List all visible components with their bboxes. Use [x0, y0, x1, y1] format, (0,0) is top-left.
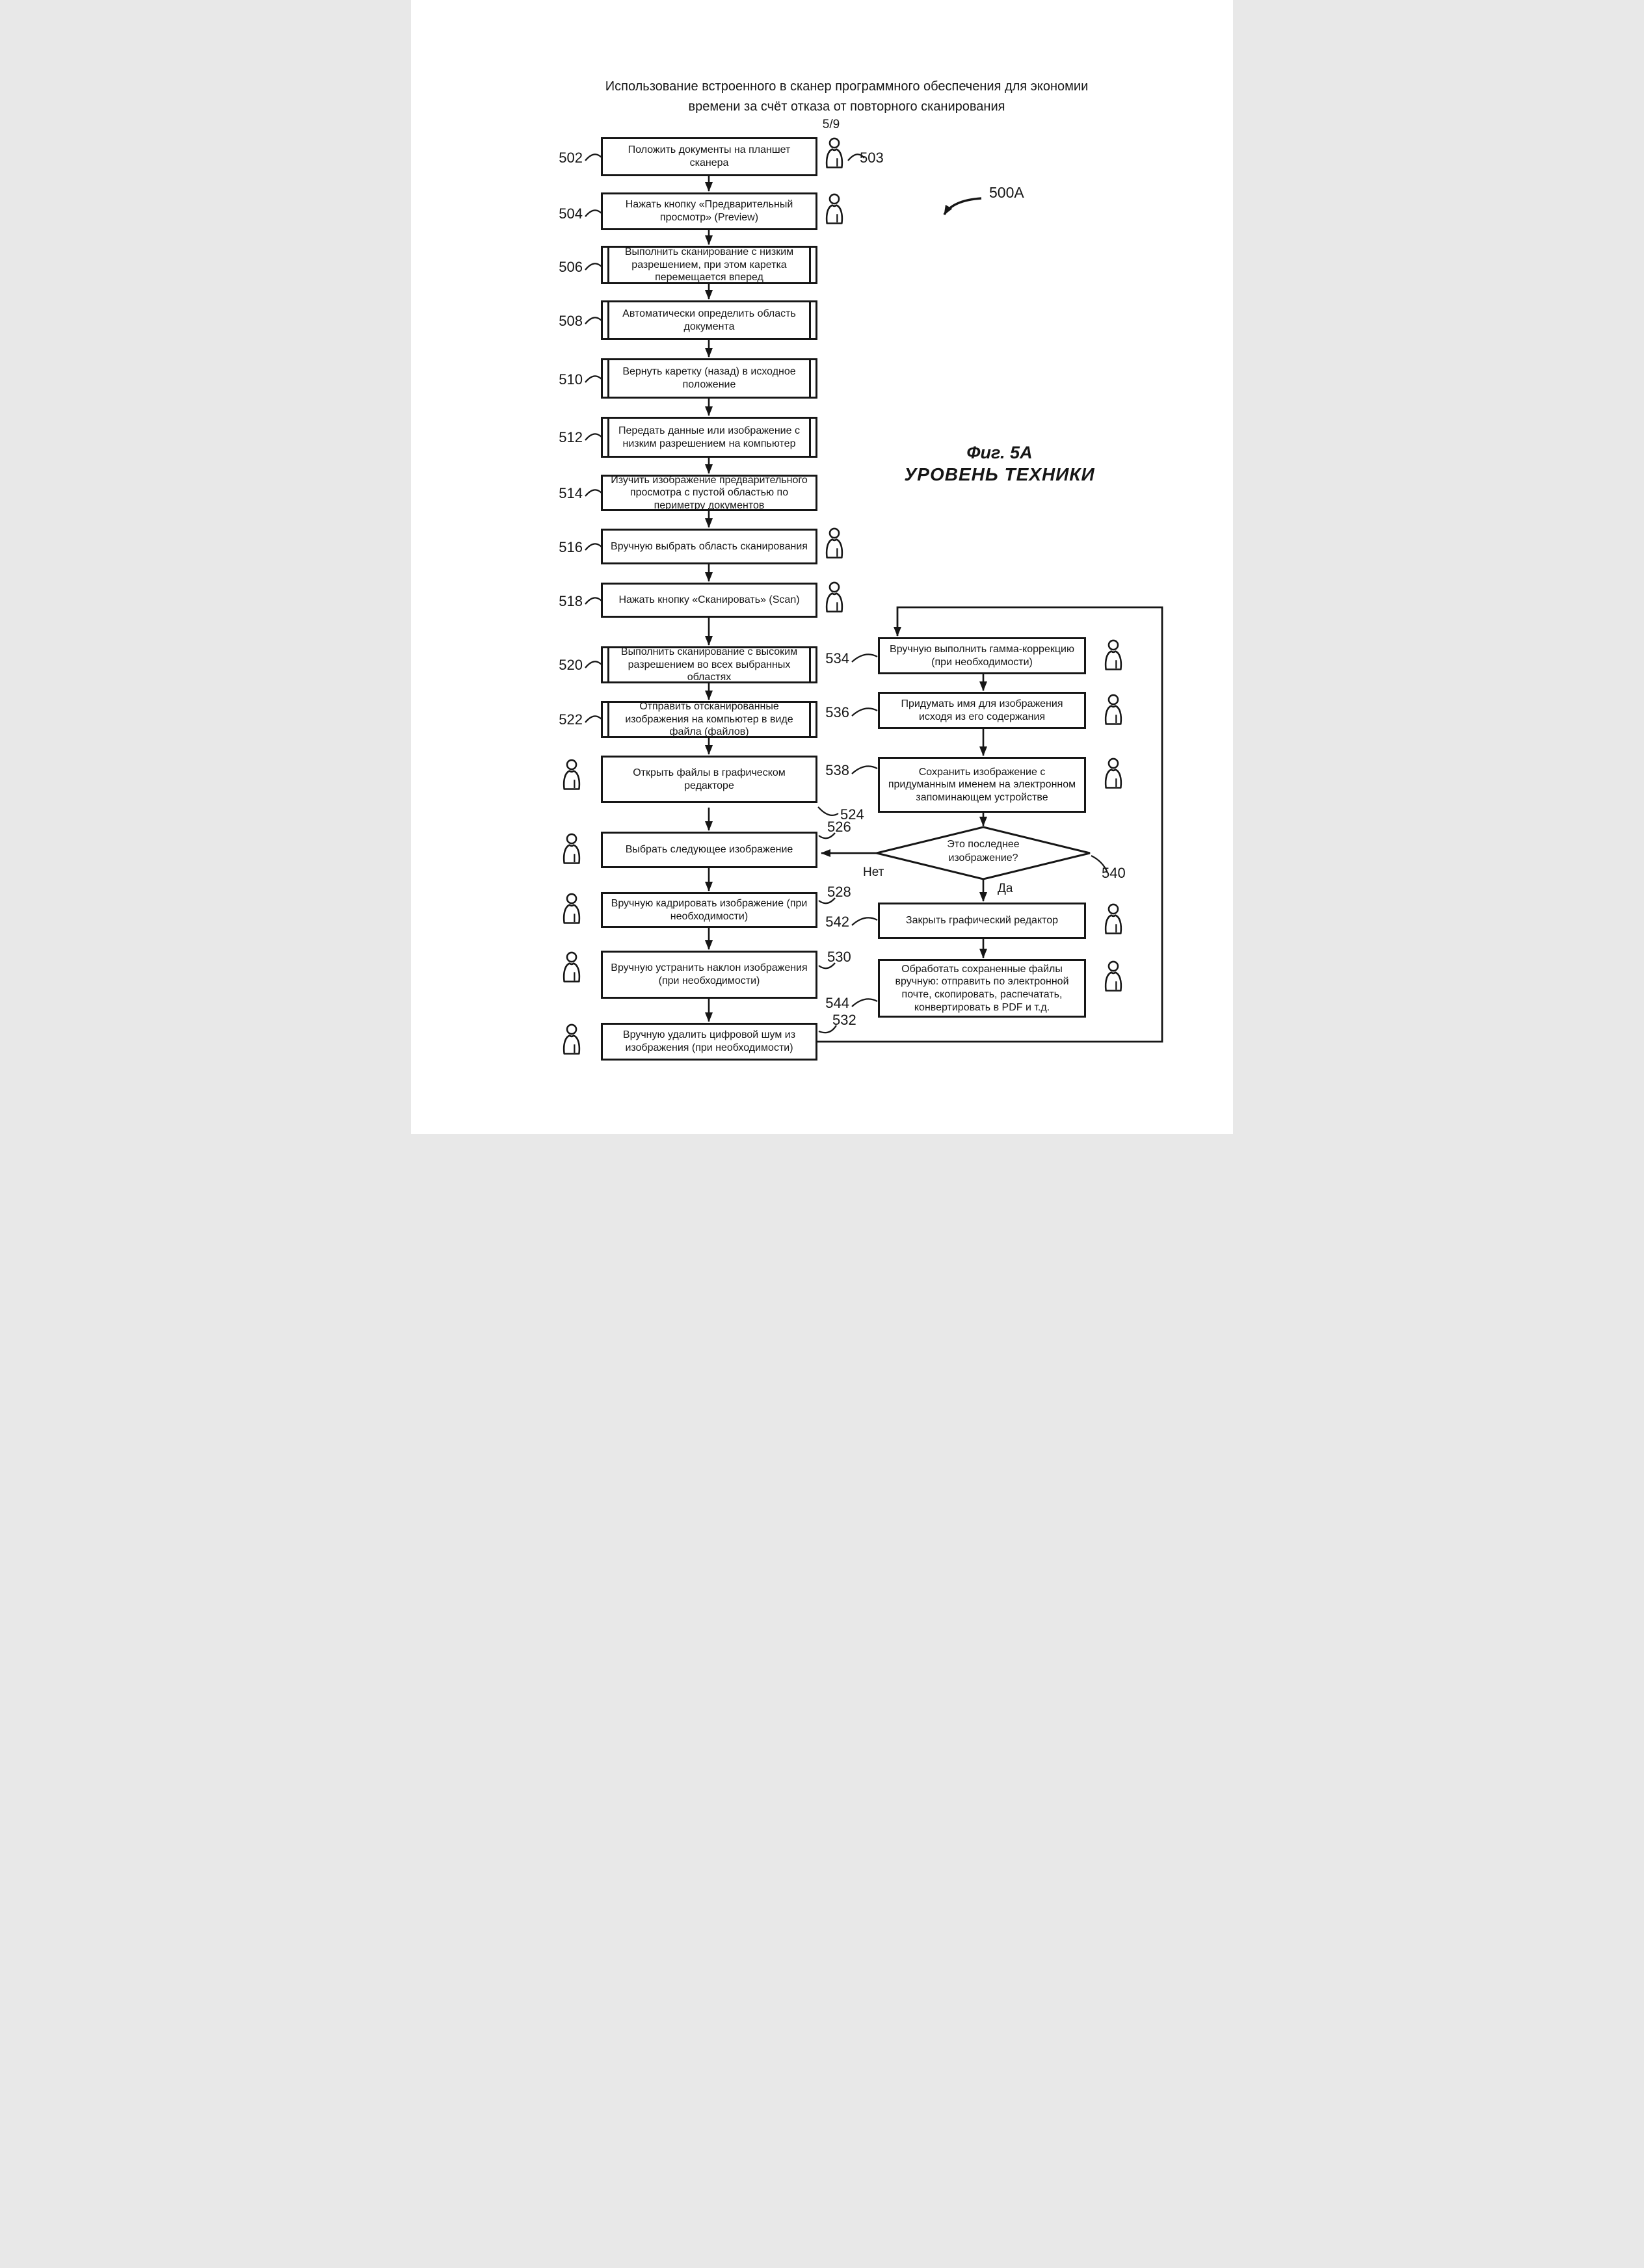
person-icon: [560, 759, 583, 790]
flow-step-534: [878, 637, 1086, 674]
flow-step-512: [601, 417, 817, 458]
flow-step-542-text: Закрыть графический редактор: [905, 915, 1059, 927]
ref-label-524: 524: [840, 806, 864, 823]
flow-step-508: [601, 300, 817, 340]
ref-label-536: 536: [825, 704, 849, 720]
ref-label-508: 508: [559, 313, 583, 329]
flow-step-506-text: Выполнить сканирование с низким разрешением, при этом каретка перемещается вперед: [624, 246, 794, 284]
ref-connector: [585, 263, 602, 270]
ref-label-526: 526: [827, 819, 851, 835]
branch-label-yes: Да: [998, 882, 1013, 895]
ref-connector: [585, 317, 602, 324]
decision-540-text: Это последнее изображение?: [947, 839, 1020, 864]
flow-step-502: [601, 137, 817, 176]
ref-label-532: 532: [832, 1012, 856, 1028]
flow-step-504: [601, 192, 817, 230]
person-icon: [560, 893, 583, 924]
flow-step-524: [601, 756, 817, 803]
ref-connector: [852, 654, 877, 662]
flow-step-538-text: Сохранить изображение с придуманным именем на электронном запоминающем устройстве: [888, 766, 1076, 803]
flow-step-504-text: Нажать кнопку «Предварительный просмотр» (Preview): [625, 199, 793, 223]
ref-label-540: 540: [1102, 865, 1126, 881]
flow-step-530: [601, 951, 817, 999]
flow-step-536-text: Придумать имя для изображения исходя из его содержания: [901, 698, 1063, 722]
flow-step-516-text: Вручную выбрать область сканирования: [611, 540, 808, 552]
flow-step-538: [878, 757, 1086, 813]
figure-ref-arrow: [944, 198, 981, 215]
ref-label-518: 518: [559, 593, 583, 609]
document-title-line2: времени за счёт отказа от повторного сканирования: [688, 99, 1005, 114]
flow-step-532-text: Вручную удалить цифровой шум из изображения (при необходимости): [622, 1029, 796, 1053]
figure-caption-line2: УРОВЕНЬ ТЕХНИКИ: [904, 464, 1095, 485]
ref-label-528: 528: [827, 884, 851, 900]
flow-step-544-text: Обработать сохраненные файлы вручную: отправить по электронной почте, скопировать, распечатать, конвертировать в PDF и т.д.: [895, 963, 1069, 1013]
ref-connector: [585, 598, 602, 604]
ref-connector: [585, 544, 602, 550]
flow-step-532: [601, 1023, 817, 1061]
flow-step-508-text: Автоматически определить область документа: [622, 308, 796, 332]
flow-step-518: [601, 583, 817, 618]
ref-label-504: 504: [559, 205, 583, 222]
flow-step-522: [601, 701, 817, 738]
ref-label-512: 512: [559, 429, 583, 445]
ref-label-506: 506: [559, 259, 583, 275]
person-icon: [823, 527, 846, 559]
ref-connector: [585, 661, 602, 668]
ref-connector: [852, 708, 877, 716]
ref-connector: [585, 716, 602, 722]
document-title: [460, 77, 1233, 117]
ref-connector: [818, 807, 838, 815]
ref-connector: [585, 210, 602, 217]
ref-label-542: 542: [825, 914, 849, 930]
flow-step-528: [601, 892, 817, 928]
flow-step-510-text: Вернуть каретку (назад) в исходное положение: [622, 366, 796, 390]
flow-step-514: [601, 475, 817, 511]
ref-label-510: 510: [559, 371, 583, 388]
flow-step-534-text: Вручную выполнить гамма-коррекцию (при необходимости): [890, 643, 1074, 668]
person-icon: [560, 951, 583, 982]
flow-step-502-text: Положить документы на планшет сканера: [628, 144, 791, 168]
person-icon: [1102, 903, 1125, 934]
ref-label-516: 516: [559, 539, 583, 555]
flow-step-524-text: Открыть файлы в графическом редакторе: [633, 767, 786, 791]
flow-step-510: [601, 358, 817, 399]
ref-connector: [852, 917, 877, 925]
ref-label-538: 538: [825, 762, 849, 778]
branch-label-no: Нет: [863, 865, 884, 879]
figure-caption: [878, 442, 1121, 487]
ref-label-522: 522: [559, 711, 583, 728]
flow-step-516: [601, 529, 817, 564]
ref-connector: [852, 766, 877, 774]
ref-connector: [585, 434, 602, 440]
ref-connector: [585, 154, 602, 161]
figure-ref-label: 500A: [989, 184, 1024, 201]
person-icon: [1102, 694, 1125, 725]
ref-connector: [852, 999, 877, 1007]
ref-connector: [585, 376, 602, 382]
ref-label-534: 534: [825, 650, 849, 666]
document-title-line1: Использование встроенного в сканер программного обеспечения для экономии: [605, 79, 1089, 94]
flow-step-526: [601, 832, 817, 868]
person-icon: [1102, 960, 1125, 992]
ref-label-502: 502: [559, 150, 583, 166]
person-icon: [560, 1023, 583, 1055]
sheet-number: 5/9: [822, 118, 840, 131]
ref-label-503: 503: [860, 150, 884, 166]
person-icon: [823, 137, 846, 168]
person-icon: [560, 833, 583, 864]
flow-step-526-text: Выбрать следующее изображение: [625, 844, 793, 856]
flow-step-536: [878, 692, 1086, 729]
flow-step-512-text: Передать данные или изображение с низким разрешением на компьютер: [618, 425, 800, 449]
ref-label-544: 544: [825, 995, 849, 1011]
person-icon: [1102, 639, 1125, 670]
ref-label-520: 520: [559, 657, 583, 673]
ref-label-514: 514: [559, 485, 583, 501]
flow-step-518-text: Нажать кнопку «Сканировать» (Scan): [618, 594, 800, 606]
flow-step-522-text: Отправить отсканированные изображения на компьютер в виде файла (файлов): [625, 701, 793, 738]
flow-step-520: [601, 646, 817, 683]
person-icon: [823, 581, 846, 613]
flow-step-514-text: Изучить изображение предварительного просмотра с пустой областью по периметру документов: [611, 474, 808, 511]
flow-step-530-text: Вручную устранить наклон изображения (при необходимости): [611, 962, 808, 986]
flow-step-528-text: Вручную кадрировать изображение (при необходимости): [611, 897, 808, 922]
person-icon: [1102, 758, 1125, 789]
flow-step-542: [878, 903, 1086, 939]
ref-connector: [585, 490, 602, 496]
flow-step-544: [878, 959, 1086, 1018]
figure-caption-line1: Фиг. 5А: [966, 443, 1033, 462]
person-icon: [823, 193, 846, 224]
flow-step-520-text: Выполнить сканирование с высоким разрешением во всех выбранных областях: [620, 646, 798, 683]
ref-label-530: 530: [827, 949, 851, 965]
patent-figure-sheet: [411, 0, 1233, 1134]
flow-step-506: [601, 246, 817, 284]
